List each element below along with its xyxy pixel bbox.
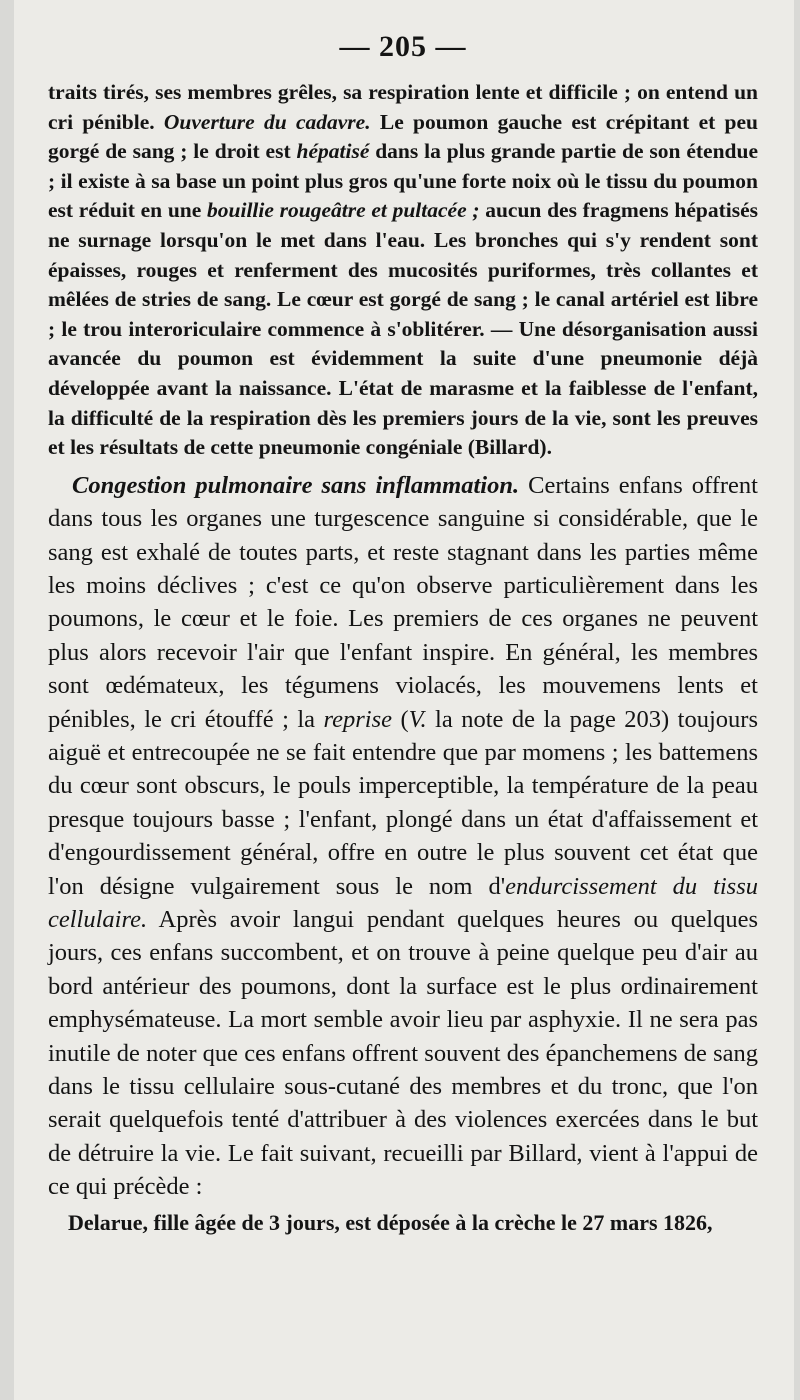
paragraph-3: Delarue, fille âgée de 3 jours, est déposée à la crèche le 27 mars 1826, [68, 1209, 713, 1235]
section-title: Congestion pulmonaire sans inflammation. [72, 471, 520, 499]
paragraph-1: traits tirés, ses membres grêles, sa respiration lente et difficile ; on entend un cri pénible. Ouverture du cadavre. Le poumon gauche est crépitant et peu gorgé de sang ; le droit est hépatisé dans la plus grande partie de son étendue ; il existe à sa base un point plus gros qu'une forte noix où le tissu du poumon est réduit en une bouillie rougeâtre et pultacée ; aucun des fragmens hépatisés ne surnage lorsqu'on le met dans l'eau. Les bronches qui s'y rendent sont épaisses, rouges et renferment des mucosités puriformes, très collantes et mêlées de stries de sang. Le cœur est gorgé de sang ; le canal artériel est libre ; le trou interoriculaire commence à s'oblitérer. — Une désorganisation aussi avancée du poumon est évidemment la suite d'une pneumonie déjà développée avant la naissance. L'état de marasme et la faiblesse de l'enfant, la difficulté de la respiration dès les premiers jours de la vie, sont les preuves et les résultats de cette pneumonie congéniale (Billard). [48, 80, 759, 460]
main-text [48, 469, 758, 1204]
book-page [14, 0, 794, 1400]
case-report-paragraph [48, 78, 758, 463]
page-number: — 205 — [339, 30, 467, 63]
section-heading-autopsy: Ouverture du cadavre. [163, 109, 371, 134]
paragraph-2: Congestion pulmonaire sans inflammation. Certains enfans offrent dans tous les organes une turgescence sanguine si considérable, que le sang est exhalé de toutes parts, et reste stagnant dans les parties même les moins déclives ; c'est ce qu'on observe particulièrement dans les poumons, le cœur et le foie. Les premiers de ces organes ne peuvent plus alors recevoir l'air que l'enfant inspire. En général, les membres sont œdémateux, les tégumens violacés, les mouvemens lents et pénibles, le cri étouffé ; la reprise (V. la note de la page 203) toujours aiguë et entrecoupée ne se fait entendre que par momens ; les battemens du cœur sont obscurs, le pouls imperceptible, la température de la peau presque toujours basse ; l'enfant, plongé dans un état d'affaissement et d'engourdissement général, offre en outre le plus souvent cet état que l'on désigne vulgairement sous le nom d'endurcissement du tissu cellulaire. Après avoir langui pendant quelques heures ou quelques jours, ces enfans succombent, et on trouve à peine quelque peu d'air au bord antérieur des poumons, dont la surface est le plus ordinairement emphysémateuse. La mort semble avoir lieu par asphyxie. Il ne sera pas inutile de noter que ces enfans offrent souvent des épanchemens de sang dans le tissu cellulaire sous-cutané des membres et du tronc, que l'on serait quelquefois tenté d'attribuer à des violences exercées dans le but de détruire la vie. Le fait suivant, recueilli par Billard, vient à l'appui de ce qui précède : [48, 471, 758, 1201]
